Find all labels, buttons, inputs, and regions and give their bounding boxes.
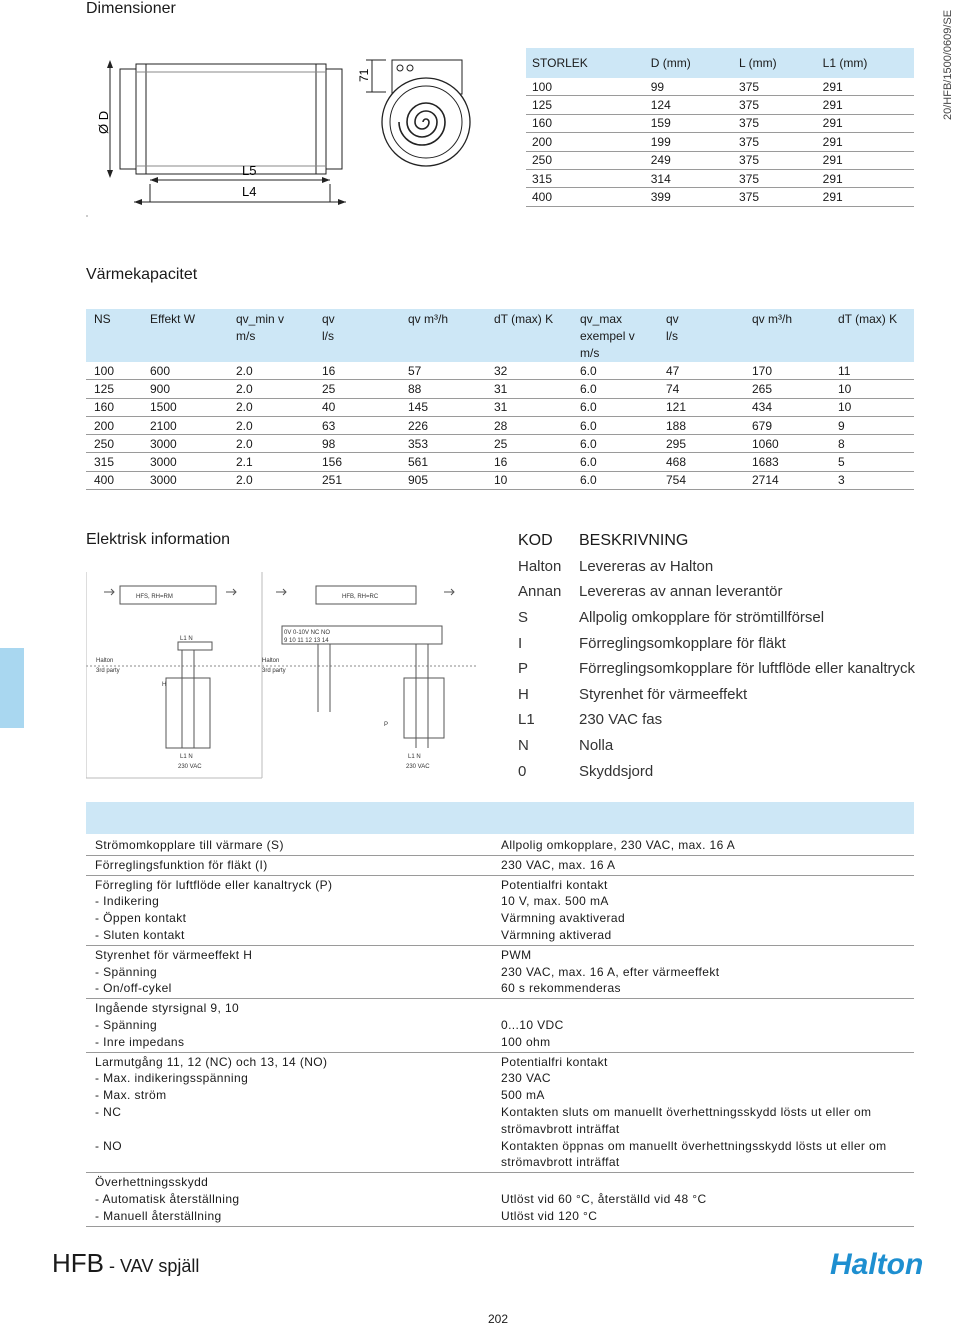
spec-row xyxy=(86,1017,914,1034)
halton-logo xyxy=(828,1246,948,1280)
table-cell: 98 xyxy=(314,435,400,453)
table-cell: 121 xyxy=(658,398,744,416)
table-cell: 314 xyxy=(645,169,733,187)
table-cell: 57 xyxy=(400,362,486,380)
code-item xyxy=(518,605,915,631)
spec-label: - NO xyxy=(95,1138,122,1153)
table-cell: 160 xyxy=(526,114,645,132)
spec-group xyxy=(86,1053,914,1174)
spec-group xyxy=(86,876,914,946)
code-description: Skyddsjord xyxy=(579,762,654,780)
column-header-line: l/s xyxy=(666,329,678,343)
table-cell: 31 xyxy=(486,380,572,398)
code-key: L1 xyxy=(518,711,535,729)
table-cell: 375 xyxy=(733,96,817,114)
table-cell: 32 xyxy=(486,362,572,380)
table-cell: 6.0 xyxy=(572,380,658,398)
box1-label: HFS, RH=RM xyxy=(136,594,173,600)
column-header-line: qv m³/h xyxy=(752,312,793,326)
column-header-line: Effekt W xyxy=(150,312,196,326)
spec-value xyxy=(501,1000,905,1017)
column-header-line: exempel v xyxy=(580,329,635,343)
table-cell: 1683 xyxy=(744,453,830,471)
table-cell: 170 xyxy=(744,362,830,380)
table-cell: 9 xyxy=(830,416,914,434)
table-cell: 679 xyxy=(744,416,830,434)
box2-label: HFB, RH=RC xyxy=(342,594,379,600)
spec-label: Förregling för luftflöde eller kanaltryck (P) xyxy=(95,877,333,892)
table-cell: 2.0 xyxy=(228,416,314,434)
column-header: STORLEK xyxy=(526,48,645,78)
spec-value: PWM xyxy=(501,947,532,962)
column-header-line: dT (max) K xyxy=(838,312,898,326)
table-cell: 2.0 xyxy=(228,435,314,453)
spec-row xyxy=(86,910,914,927)
table-cell: 11 xyxy=(830,362,914,380)
table-cell: 200 xyxy=(86,416,142,434)
table-cell: 159 xyxy=(645,114,733,132)
spec-label: - Automatisk återställning xyxy=(95,1191,240,1206)
table-cell: 88 xyxy=(400,380,486,398)
spec-row xyxy=(86,837,914,854)
table-cell: 291 xyxy=(817,151,914,169)
dimension-drawing xyxy=(86,24,486,219)
table-row xyxy=(526,133,914,151)
product-subtitle: - VAV spjäll xyxy=(104,1256,200,1276)
spec-value xyxy=(501,1174,905,1191)
spec-value: Kontakten öppnas om manuellt överhettningsskydd lösts ut eller om strömavbrott inträffat xyxy=(501,1138,887,1170)
code-item xyxy=(518,733,915,759)
spec-label: - Indikering xyxy=(95,894,160,909)
spec-value: Allpolig omkopplare, 230 VAC, max. 16 A xyxy=(501,838,736,852)
spec-label: - NC xyxy=(95,1104,122,1119)
h-label: H xyxy=(162,682,167,688)
table-cell: 400 xyxy=(86,471,142,489)
table-row xyxy=(526,188,914,206)
spec-group xyxy=(86,946,914,999)
table-cell: 375 xyxy=(733,151,817,169)
table-row xyxy=(86,362,914,380)
third-party-label-b: 3rd party xyxy=(262,668,286,674)
l5-label: L5 xyxy=(242,163,257,178)
wiring-diagram xyxy=(86,562,476,780)
logo-text: Halton xyxy=(830,1248,924,1280)
document-code: 20/HFB/1500/0609/SE xyxy=(942,9,954,120)
vac-label-a: 230 VAC xyxy=(178,764,202,770)
spec-label: - On/off-cykel xyxy=(95,981,172,996)
spec-label: - Manuell återställning xyxy=(95,1208,222,1223)
column-header: D (mm) xyxy=(645,48,733,78)
code-key: H xyxy=(518,685,529,703)
dimensions-table xyxy=(526,48,914,207)
p-label: P xyxy=(384,722,389,728)
column-header-line: qv m³/h xyxy=(408,312,449,326)
spec-value: Utlöst vid 120 °C xyxy=(501,1208,598,1223)
spec-label: Strömomkopplare till värmare (S) xyxy=(95,838,284,852)
table-cell: 16 xyxy=(486,453,572,471)
table-cell: 199 xyxy=(645,133,733,151)
table-cell: 754 xyxy=(658,471,744,489)
spec-row xyxy=(86,1208,914,1225)
table-cell: 3000 xyxy=(142,435,228,453)
table-row xyxy=(86,471,914,489)
section-tab xyxy=(0,648,24,728)
table-cell: 25 xyxy=(486,435,572,453)
spec-row xyxy=(86,1104,914,1138)
table-row xyxy=(86,398,914,416)
table-cell: 291 xyxy=(817,114,914,132)
column-header-line: qv_min v xyxy=(236,312,285,326)
code-key: 0 xyxy=(518,762,527,780)
table-cell: 188 xyxy=(658,416,744,434)
column-header xyxy=(830,309,914,362)
table-cell: 375 xyxy=(733,114,817,132)
table-cell: 291 xyxy=(817,188,914,206)
column-header-line: l/s xyxy=(322,329,334,343)
table-cell: 10 xyxy=(830,398,914,416)
table-cell: 375 xyxy=(733,78,817,96)
code-key: S xyxy=(518,609,529,627)
code-item xyxy=(518,707,915,733)
spec-row xyxy=(86,964,914,981)
table-cell: 16 xyxy=(314,362,400,380)
spec-value: Värmning aktiverad xyxy=(501,927,612,942)
table-cell: 399 xyxy=(645,188,733,206)
column-header xyxy=(142,309,228,362)
table-cell: 353 xyxy=(400,435,486,453)
table-cell: 8 xyxy=(830,435,914,453)
spec-row xyxy=(86,947,914,964)
column-header-line: qv_max xyxy=(580,312,623,326)
spec-value: 230 VAC, max. 16 A, efter värmeeffekt xyxy=(501,964,720,979)
table-cell: 905 xyxy=(400,471,486,489)
table-cell: 1500 xyxy=(142,398,228,416)
spec-group xyxy=(86,836,914,856)
table-cell: 295 xyxy=(658,435,744,453)
spec-row xyxy=(86,927,914,944)
dimensions-title: Dimensioner xyxy=(86,0,176,17)
table-cell: 63 xyxy=(314,416,400,434)
table-cell: 251 xyxy=(314,471,400,489)
table-cell: 40 xyxy=(314,398,400,416)
table-cell: 600 xyxy=(142,362,228,380)
code-item xyxy=(518,579,915,605)
electric-info-title: Elektrisk information xyxy=(86,531,231,548)
table-cell: 2.1 xyxy=(228,453,314,471)
spec-row xyxy=(86,1138,914,1172)
table-cell: 25 xyxy=(314,380,400,398)
l1n-label-b-bottom: L1 N xyxy=(408,754,421,760)
column-header: L1 (mm) xyxy=(817,48,914,78)
table-cell: 3000 xyxy=(142,453,228,471)
table-cell: 31 xyxy=(486,398,572,416)
table-cell: 468 xyxy=(658,453,744,471)
table-cell: 28 xyxy=(486,416,572,434)
table-row xyxy=(526,151,914,169)
diameter-label: Ø D xyxy=(96,110,111,134)
column-header xyxy=(400,309,486,362)
table-cell: 291 xyxy=(817,96,914,114)
column-header xyxy=(658,309,744,362)
product-name: HFB xyxy=(52,1248,104,1278)
table-cell: 250 xyxy=(86,435,142,453)
code-description: Allpolig omkopplare för strömtillförsel xyxy=(579,609,825,627)
terminal-labels: 0V 0-10V NC NO xyxy=(284,630,331,636)
column-header xyxy=(86,309,142,362)
table-cell: 375 xyxy=(733,188,817,206)
code-description: Levereras av annan leverantör xyxy=(579,583,783,601)
table-cell: 200 xyxy=(526,133,645,151)
column-header xyxy=(486,309,572,362)
table-cell: 375 xyxy=(733,133,817,151)
spec-label: Styrenhet för värmeeffekt H xyxy=(95,947,253,962)
code-key: Halton xyxy=(518,557,562,575)
table-cell: 6.0 xyxy=(572,471,658,489)
table-cell: 160 xyxy=(86,398,142,416)
spec-label: - Spänning xyxy=(95,1017,158,1032)
column-header-line: qv xyxy=(322,312,335,326)
table-cell: 1060 xyxy=(744,435,830,453)
table-row xyxy=(86,416,914,434)
table-cell: 315 xyxy=(526,169,645,187)
spec-label: Ingående styrsignal 9, 10 xyxy=(95,1001,240,1016)
spec-row xyxy=(86,1000,914,1017)
spec-row xyxy=(86,893,914,910)
code-description: Levereras av Halton xyxy=(579,557,714,575)
l4-label: L4 xyxy=(242,184,257,199)
table-cell: 2.0 xyxy=(228,380,314,398)
spec-value: Potentialfri kontakt xyxy=(501,877,608,892)
terminal-numbers: 9 10 11 12 13 14 xyxy=(284,638,329,644)
spec-label: - Sluten kontakt xyxy=(95,927,185,942)
spec-label: - Öppen kontakt xyxy=(95,911,187,926)
column-header-line: NS xyxy=(94,312,111,326)
table-cell: 6.0 xyxy=(572,362,658,380)
table-cell: 561 xyxy=(400,453,486,471)
table-cell: 156 xyxy=(314,453,400,471)
spec-row xyxy=(86,1070,914,1087)
spec-label: Förreglingsfunktion för fläkt (I) xyxy=(95,857,268,872)
code-item xyxy=(518,656,915,682)
code-list xyxy=(518,528,915,784)
column-header xyxy=(572,309,658,362)
code-description: 230 VAC fas xyxy=(579,711,663,729)
l1n-label-a-bottom: L1 N xyxy=(180,754,193,760)
spec-value: 60 s rekommenderas xyxy=(501,981,621,996)
column-header xyxy=(744,309,830,362)
table-header-row xyxy=(526,48,914,78)
table-row xyxy=(526,169,914,187)
product-title xyxy=(52,1248,199,1279)
code-item xyxy=(518,554,915,580)
halton-label-b: Halton xyxy=(262,658,280,664)
spec-row xyxy=(86,1191,914,1208)
spec-row xyxy=(86,857,914,874)
spec-label: - Spänning xyxy=(95,964,158,979)
table-header-row xyxy=(86,309,914,362)
column-header-line: m/s xyxy=(580,346,600,360)
table-cell: 100 xyxy=(86,362,142,380)
table-cell: 3000 xyxy=(142,471,228,489)
table-cell: 47 xyxy=(658,362,744,380)
table-cell: 125 xyxy=(526,96,645,114)
heat-capacity-title: Värmekapacitet xyxy=(86,266,198,283)
table-cell: 315 xyxy=(86,453,142,471)
code-key: N xyxy=(518,737,529,755)
table-cell: 434 xyxy=(744,398,830,416)
spec-value: 100 ohm xyxy=(501,1034,551,1049)
table-cell: 3 xyxy=(830,471,914,489)
table-cell: 226 xyxy=(400,416,486,434)
spec-row xyxy=(86,877,914,894)
table-cell: 265 xyxy=(744,380,830,398)
spec-row xyxy=(86,1054,914,1071)
electrical-spec-table xyxy=(86,836,914,1227)
spec-label: Överhettningsskydd xyxy=(95,1175,209,1190)
table-cell: 124 xyxy=(645,96,733,114)
spec-value: 500 mA xyxy=(501,1088,545,1103)
table-cell: 400 xyxy=(526,188,645,206)
code-header: KOD xyxy=(518,531,553,549)
table-row xyxy=(86,453,914,471)
table-cell: 100 xyxy=(526,78,645,96)
code-description: Förreglingsomkopplare för fläkt xyxy=(579,634,786,652)
table-cell: 10 xyxy=(486,471,572,489)
table-cell: 2.0 xyxy=(228,362,314,380)
code-key: I xyxy=(518,634,523,652)
column-header xyxy=(314,309,400,362)
spec-value: Potentialfri kontakt xyxy=(501,1054,608,1069)
spec-value: Värmning avaktiverad xyxy=(501,911,626,926)
table-cell: 6.0 xyxy=(572,416,658,434)
vac-label-b: 230 VAC xyxy=(406,764,430,770)
table-cell: 2100 xyxy=(142,416,228,434)
table-cell: 900 xyxy=(142,380,228,398)
table-cell: 2.0 xyxy=(228,398,314,416)
spec-label: - Max. ström xyxy=(95,1088,167,1103)
code-item xyxy=(518,758,915,784)
table-cell: 291 xyxy=(817,78,914,96)
table-cell: 6.0 xyxy=(572,398,658,416)
table-cell: 375 xyxy=(733,169,817,187)
page-number: 202 xyxy=(488,1312,509,1326)
column-header xyxy=(228,309,314,362)
table-cell: 2.0 xyxy=(228,471,314,489)
spec-value: 230 VAC xyxy=(501,1071,551,1086)
spec-value: Utlöst vid 60 °C, återställd vid 48 °C xyxy=(501,1191,707,1206)
table-row xyxy=(86,435,914,453)
table-cell: 250 xyxy=(526,151,645,169)
code-item xyxy=(518,682,915,708)
halton-label-a: Halton xyxy=(96,658,114,664)
third-party-label-a: 3rd party xyxy=(96,668,120,674)
spec-group xyxy=(86,856,914,876)
table-cell: 291 xyxy=(817,133,914,151)
spec-row xyxy=(86,1087,914,1104)
height-71-label: 71 xyxy=(357,68,371,82)
table-row xyxy=(86,380,914,398)
code-description: Styrenhet för värmeeffekt xyxy=(579,685,748,703)
spec-group xyxy=(86,999,914,1052)
column-header-line: qv xyxy=(666,312,679,326)
spec-label: - Max. indikeringsspänning xyxy=(95,1071,249,1086)
heat-capacity-table xyxy=(86,309,914,490)
spec-row xyxy=(86,980,914,997)
code-key: P xyxy=(518,660,529,678)
l1n-label-a: L1 N xyxy=(180,636,193,642)
description-header: BESKRIVNING xyxy=(579,531,689,549)
table-cell: 6.0 xyxy=(572,453,658,471)
column-header-line: m/s xyxy=(236,329,256,343)
table-cell: 249 xyxy=(645,151,733,169)
spec-row xyxy=(86,1034,914,1051)
table-cell: 145 xyxy=(400,398,486,416)
table-cell: 10 xyxy=(830,380,914,398)
code-description: Förreglingsomkopplare för luftflöde eller kanaltryck xyxy=(579,660,915,678)
table-cell: 99 xyxy=(645,78,733,96)
table-cell: 6.0 xyxy=(572,435,658,453)
table-cell: 2714 xyxy=(744,471,830,489)
table-row xyxy=(526,114,914,132)
table-row xyxy=(526,78,914,96)
spec-header-band xyxy=(86,802,914,834)
table-cell: 5 xyxy=(830,453,914,471)
column-header: L (mm) xyxy=(733,48,817,78)
code-item xyxy=(518,630,915,656)
spec-label: Larmutgång 11, 12 (NC) och 13, 14 (NO) xyxy=(95,1054,328,1069)
table-row xyxy=(526,96,914,114)
spec-value: 10 V, max. 500 mA xyxy=(501,894,609,909)
code-list-header xyxy=(518,528,915,554)
code-key: Annan xyxy=(518,583,562,601)
table-cell: 125 xyxy=(86,380,142,398)
spec-value: 230 VAC, max. 16 A xyxy=(501,857,616,872)
spec-value: Kontakten sluts om manuellt överhettningsskydd lösts ut eller om strömavbrott inträffat xyxy=(501,1104,872,1136)
code-description: Nolla xyxy=(579,737,614,755)
column-header-line: dT (max) K xyxy=(494,312,554,326)
table-cell: 74 xyxy=(658,380,744,398)
table-cell: 291 xyxy=(817,169,914,187)
spec-group xyxy=(86,1173,914,1226)
spec-label: - Inre impedans xyxy=(95,1034,185,1049)
spec-value: 0...10 VDC xyxy=(501,1017,564,1032)
spec-row xyxy=(86,1174,914,1191)
